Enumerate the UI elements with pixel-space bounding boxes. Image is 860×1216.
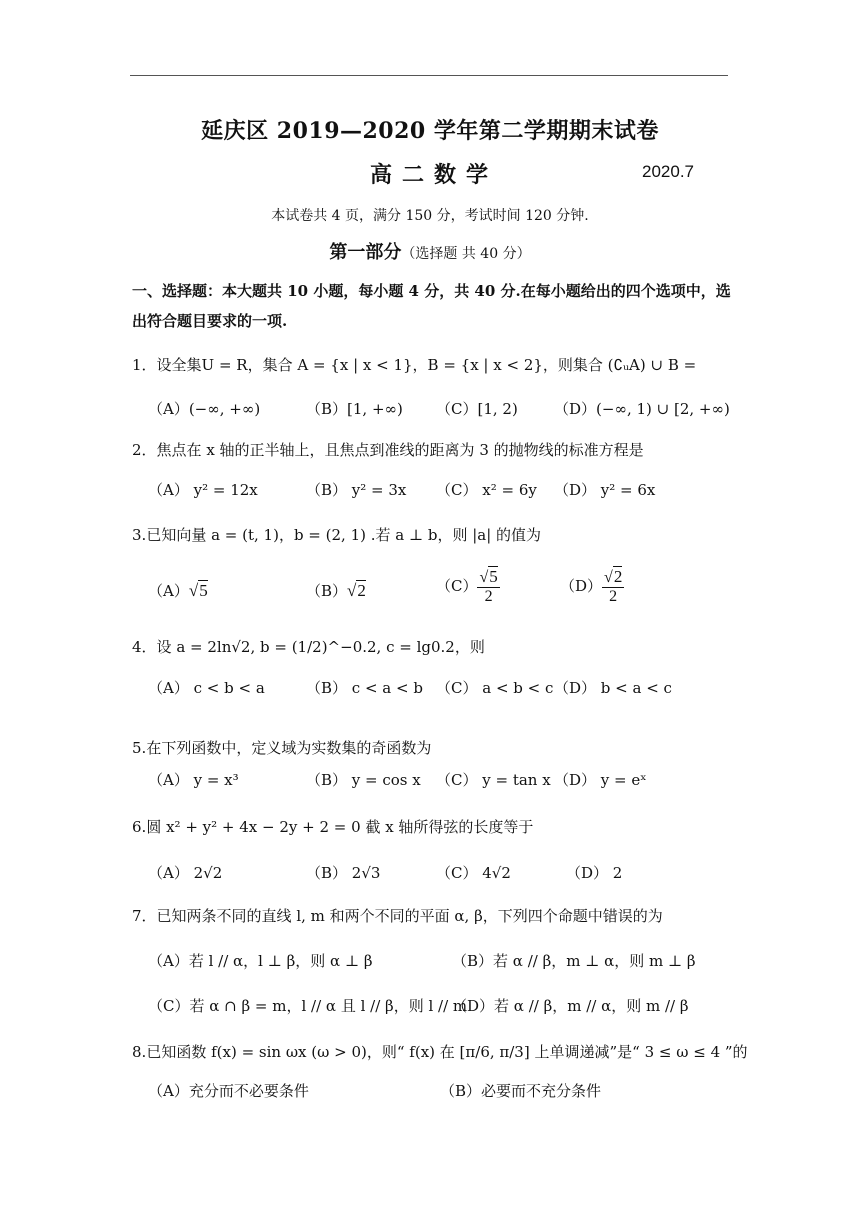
question-number: 3. (132, 526, 147, 544)
exam-intro: 本试卷共 4 页，满分 150 分，考试时间 120 分钟. (271, 208, 589, 224)
q2-option-a: （A） y² = 12x (148, 481, 258, 499)
header-rule (130, 75, 728, 76)
radicand: 5 (199, 581, 208, 600)
option-label: （C） (436, 577, 478, 595)
question-number: 2． (132, 441, 157, 459)
q4-option-c: （C） a < b < c (436, 679, 554, 697)
q4-option-b: （B） c < a < b (306, 679, 423, 697)
q8-option-b: （B）必要而不充分条件 (440, 1082, 602, 1100)
question-number: 5. (132, 739, 147, 757)
question-stem: 设 a = 2ln√2, b = (1/2)^−0.2, c = lg0.2，则 (156, 638, 485, 656)
q1-option-c: （C）[1, 2) (436, 400, 518, 418)
part-heading (0, 238, 860, 264)
option-label: （B） (306, 582, 348, 600)
question-4 (132, 636, 485, 657)
exam-title: 延庆区 2019—2020 学年第二学期期末试卷 (201, 118, 659, 144)
q8-option-a: （A）充分而不必要条件 (148, 1082, 309, 1100)
question-number: 8. (132, 1043, 147, 1061)
denominator: 2 (609, 588, 618, 605)
q2-option-d: （D） y² = 6x (554, 481, 656, 499)
q6-option-a: （A） 2√2 (148, 864, 223, 882)
question-stem: 已知函数 f(x) = sin ωx (ω > 0)，则“ f(x) 在 [π/6, π/3] 上单调递减”是“ 3 ≤ ω ≤ 4 ”的 (146, 1043, 748, 1061)
q2-option-c: （C） x² = 6y (436, 481, 537, 499)
option-label: （A） (148, 582, 189, 600)
q3-option-b: （B）√2 (306, 581, 366, 600)
q6-option-d: （D） 2 (566, 864, 623, 882)
question-2 (132, 439, 644, 460)
question-number: 1． (132, 356, 157, 374)
exam-date: 2020.7 (642, 162, 694, 181)
part-note: （选择题 共 40 分） (401, 246, 531, 262)
q2-option-b: （B） y² = 3x (306, 481, 407, 499)
part-title: 第一部分 (329, 242, 402, 263)
denominator: 2 (484, 588, 493, 605)
question-3 (132, 524, 541, 545)
q1-option-a: （A）(−∞, +∞) (148, 400, 261, 418)
question-6 (132, 816, 533, 837)
question-7 (132, 905, 663, 926)
q7-option-a: （A）若 l // α，l ⊥ β，则 α ⊥ β (148, 952, 373, 970)
q4-option-a: （A） c < b < a (148, 679, 265, 697)
question-stem: 已知向量 a = (t, 1)，b = (2, 1) .若 a ⊥ b，则 |a| 的值为 (146, 526, 542, 544)
question-stem: 圆 x² + y² + 4x − 2y + 2 = 0 截 x 轴所得弦的长度等于 (146, 818, 534, 836)
question-number: 4． (132, 638, 157, 656)
question-1 (132, 354, 696, 375)
q1-option-b: （B）[1, +∞) (306, 400, 403, 418)
q3-option-d: （D） $\frac{√2}{2}$ (560, 567, 623, 605)
question-stem: 焦点在 x 轴的正半轴上，且焦点到准线的距离为 3 的抛物线的标准方程是 (156, 441, 644, 459)
question-5 (132, 737, 431, 758)
numerator: 2 (613, 567, 623, 586)
q5-option-c: （C） y = tan x (436, 771, 551, 789)
q5-option-d: （D） y = eˣ (554, 771, 647, 789)
question-stem: 在下列函数中，定义域为实数集的奇函数为 (146, 739, 432, 757)
radicand: 2 (357, 581, 366, 600)
question-number: 7． (132, 907, 157, 925)
question-8 (132, 1041, 748, 1062)
section-heading: 一、选择题：本大题共 10 小题，每小题 4 分，共 40 分.在每小题给出的四个选项中，选出符合题目要求的一项. (132, 282, 731, 330)
q5-option-b: （B） y = cos x (306, 771, 421, 789)
q3-option-a: （A）√5 (148, 581, 208, 600)
q1-option-d: （D）(−∞, 1) ∪ [2, +∞) (554, 400, 730, 418)
q3-option-c: （C） $\frac{√5}{2}$ (436, 567, 498, 605)
question-stem: 设全集U = R，集合 A = {x | x < 1}，B = {x | x < 2}，则集合 (∁ᵤA) ∪ B = (156, 356, 697, 374)
question-stem: 已知两条不同的直线 l, m 和两个不同的平面 α, β，下列四个命题中错误的为 (156, 907, 663, 925)
q7-option-d: （D）若 α // β，m // α，则 m // β (452, 997, 689, 1015)
q7-option-c: （C）若 α ∩ β = m，l // α 且 l // β，则 l // m (148, 997, 468, 1015)
exam-subject: 高二数学 (370, 162, 499, 188)
q6-option-b: （B） 2√3 (306, 864, 381, 882)
option-label: （D） (560, 577, 603, 595)
numerator: 5 (489, 567, 498, 586)
q7-option-b: （B）若 α // β，m ⊥ α，则 m ⊥ β (452, 952, 696, 970)
q6-option-c: （C） 4√2 (436, 864, 511, 882)
q4-option-d: （D） b < a < c (554, 679, 672, 697)
q5-option-a: （A） y = x³ (148, 771, 239, 789)
question-number: 6. (132, 818, 147, 836)
